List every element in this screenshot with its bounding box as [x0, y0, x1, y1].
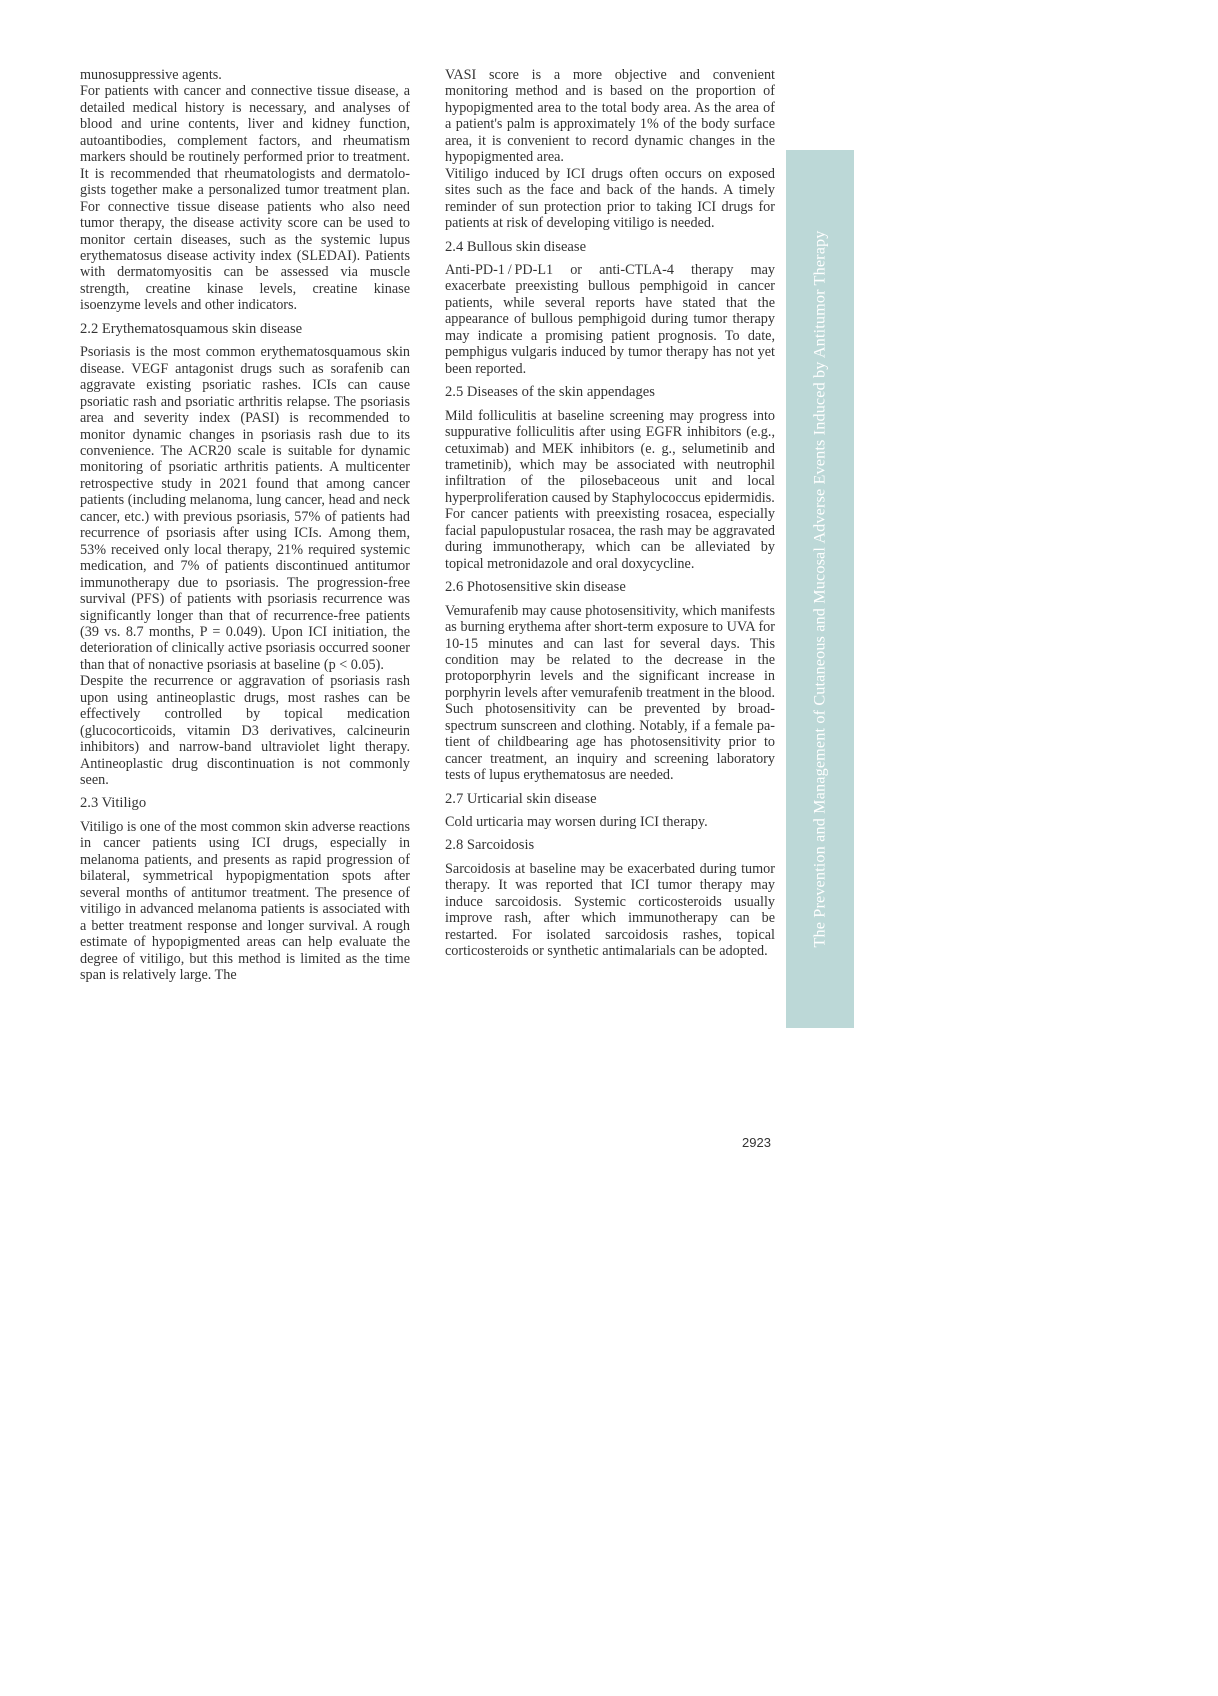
section-heading-2-6: 2.6 Photosensitive skin disease [445, 579, 626, 596]
left-column [80, 67, 410, 983]
section-heading-2-5: 2.5 Diseases of the skin appendages [445, 384, 655, 401]
paragraph-continuation: munosuppressive agents. [80, 67, 222, 83]
paragraph-sarcoidosis: Sarcoidosis at baseline may be exacerbated during tumor therapy. It was reported that ICI tumor therapy may induce sarcoidosis. Systemic corticosteroids usually improve rash, after which immunotherapy can be restarted. For isolated sarcoidosis rashes, topical corticosteroids or synthetic antimalarials can be adopted. [445, 860, 775, 960]
paragraph-urticaria: Cold urticaria may worsen during ICI therapy. [445, 814, 708, 831]
page-number: 2923 [742, 1135, 771, 1150]
paragraph-bullous: Anti-PD-1 / PD-L1 or anti-CTLA-4 therapy may exacerbate preexisting bullous pemphigoid in cancer patients, while several reports have stated that the appearance of bullous pemphigoid during tumor therapy may indicate a promising patient prognosis. To date, pemphigus vulgaris induced by tumor therapy has not yet been reported. [445, 261, 775, 377]
section-heading-2-3: 2.3 Vitiligo [80, 795, 147, 812]
running-title: The Prevention and Management of Cutaneous and Mucosal Adverse Events Induced by Antitumor Therapy [810, 230, 829, 948]
right-column [445, 67, 775, 960]
paragraph-vasi: VASI score is a more objective and convenient monitoring method and is based on the proportion of hypopigmented area to the total body area. As the area of a patient's palm is approximately 1% of the body surface area, it is convenient to record dynamic changes in the hypopigmented area. [445, 67, 775, 166]
paragraph-folliculitis: Mild folliculitis at baseline screening may progress into suppurative folliculitis after using EGFR inhibitors (e.g., cetuximab) and MEK inhibitors (e. g., selumetinib and trametinib), which may be associated with neutrophil infiltration of the pilosebaceous unit and local hyperproliferation caused by Staphylococcus epidermidis. [445, 407, 775, 506]
paragraph-vitiligo: Vitiligo is one of the most common skin adverse reactions in cancer patients using ICI drugs, especially in melanoma patients, and presents as rapid progression of bilateral, symmetrical hypopigmentation spots after several months of antitumor treatment. The presence of vitiligo in advanced melanoma patients is associated with a better treatment response and longer survival. A rough estimate of hypopigmented areas can help evaluate the degree of vitiligo, but this method is limited as the time span is relatively large. The [80, 818, 410, 984]
section-heading-2-7: 2.7 Urticarial skin disease [445, 790, 597, 807]
paragraph-vitiligo-sites: Vitiligo induced by ICI drugs often occurs on exposed sites such as the face and back of the hands. A timely reminder of sun protection prior to taking ICI drugs for patients at risk of developing vitiligo is needed. [445, 165, 775, 232]
section-heading-2-2: 2.2 Erythematosquamous skin disease [80, 320, 303, 337]
section-heading-2-8: 2.8 Sarcoidosis [445, 837, 535, 854]
paragraph-connective-tissue: For patients with cancer and connective tissue disease, a detailed medical history is necessary, and analyses of blood and urine contents, liver and kidney function, autoantibodies, complement factors, and rheumatism markers should be routinely performed prior to treatment. It is recommended that rheumatologists and dermatologists together make a personalized tumor treatment plan. For connective tissue disease patients who also need tumor therapy, the disease activity score can be used to monitor certain diseases, such as the systemic lupus erythematosus disease activity index (SLEDAI). Patients with dermatomyositis can be assessed via muscle strength, creatine kinase levels, creatine kinase isoenzyme levels and other indicators. [80, 83, 410, 314]
paragraph-rosacea: For cancer patients with preexisting rosacea, especially facial papulopustular rosacea, the rash may be aggravated during immunotherapy, which can be alleviated by topical metronidazole and oral doxycycline. [445, 506, 775, 572]
section-heading-2-4: 2.4 Bullous skin disease [445, 238, 587, 255]
paragraph-psoriasis: Psoriasis is the most common erythematosquamous skin disease. VEGF antagonist drugs such as sorafenib can aggravate existing psoriatic rashes. ICIs can cause psoriatic rash and psoriatic arthritis relapse. The psoriasis area and severity index (PASI) is recommended to monitor dynamic changes in psoriasis rash due to its convenience. The ACR20 scale is suitable for dynamic monitoring of psoriatic arthritis patients. A multicenter retrospective study in 2021 found that among cancer patients (including melanoma, lung cancer, head and neck cancer, etc.) with previous psoriasis, 57% of patients had recurrence of psoriasis after using ICIs. Among them, 53% received only local therapy, 21% required systemic medication, and 7% of patients discontinued antitumor immunotherapy due to psoriasis. The progression-free survival (PFS) of patients with psoriasis recurrence was significantly longer than that of recurrence-free patients (39 vs. 8.7 months, P = 0.049). Upon ICI initiation, the deterioration of clinically active psoriasis occurred sooner than that of nonactive psoriasis at baseline (p < 0.05). [80, 344, 410, 673]
running-title-sidebar [786, 150, 854, 1028]
paragraph-photosensitivity: Vemurafenib may cause photosensitivity, which manifests as burning erythema after short-term exposure to UVA for 10-15 minutes and can last for several days. This condition may be related to the decrease in the protoporphyrin levels and the significant increase in porphyrin levels after vemurafenib treatment in the blood. Such photosensitivity can be prevented by broad-spectrum sunscreen and clothing. Notably, if a female patient of childbearing age has photosensitivity prior to cancer treatment, an inquiry and screening laboratory tests of lupus erythematosus are needed. [445, 602, 775, 784]
paragraph-psoriasis-treatment: Despite the recurrence or aggravation of psoriasis rash upon using antineoplastic drugs, most rashes can be effectively controlled by topical medication (glucocorticoids, vitamin D3 derivatives, calcineurin inhibitors) and narrow-band ultraviolet light therapy. Antineoplastic drug discontinuation is not commonly seen. [80, 673, 410, 789]
